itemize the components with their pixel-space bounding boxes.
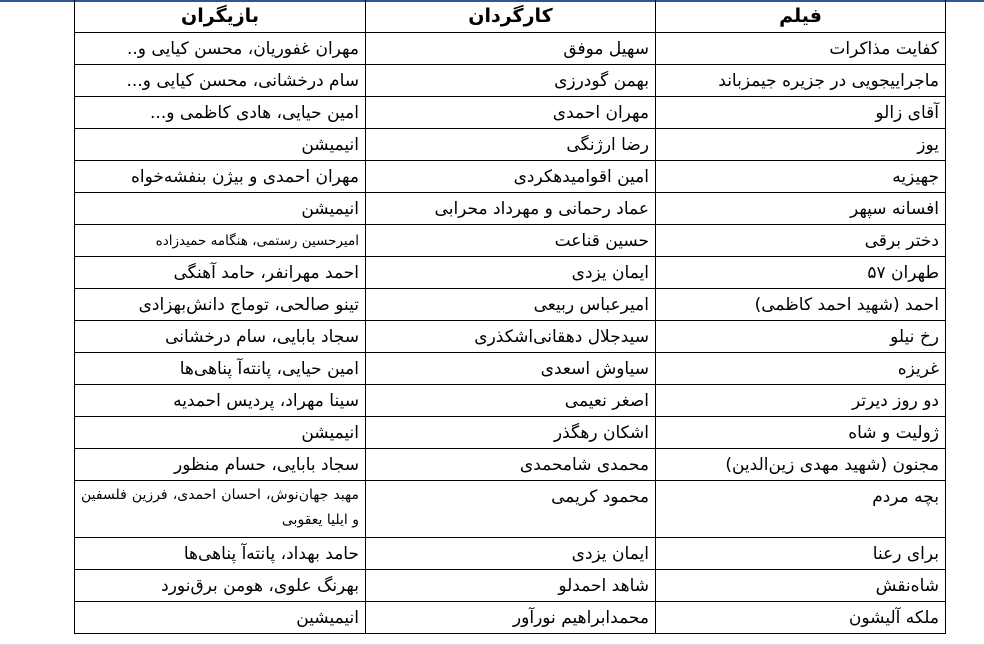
director-cell: ایمان یزدی [366, 538, 656, 570]
director-cell: سیاوش اسعدی [366, 353, 656, 385]
films-table [74, 0, 946, 634]
table-row [75, 353, 946, 385]
film-cell: ژولیت و شاه [656, 417, 946, 449]
table-row [75, 65, 946, 97]
table-row [75, 602, 946, 634]
cast-cell: امین حیایی، پانته‌آ پناهی‌ها [75, 353, 366, 385]
cast-cell: امین حیایی، هادی کاظمی و... [75, 97, 366, 129]
table-row [75, 538, 946, 570]
film-cell: غریزه [656, 353, 946, 385]
cast-cell: انیمیشن [75, 129, 366, 161]
table-row [75, 449, 946, 481]
table-row [75, 289, 946, 321]
film-cell: احمد (شهید احمد کاظمی) [656, 289, 946, 321]
director-cell: مهران احمدی [366, 97, 656, 129]
film-cell: یوز [656, 129, 946, 161]
header-director: کارگردان [366, 0, 656, 33]
cast-cell: بهرنگ علوی، هومن برق‌نورد [75, 570, 366, 602]
director-cell: رضا ارژنگی [366, 129, 656, 161]
header-cast: بازیگران [75, 0, 366, 33]
table-row [75, 225, 946, 257]
director-cell: امیرعباس ربیعی [366, 289, 656, 321]
header-film: فیلم [656, 0, 946, 33]
cast-cell: حامد بهداد، پانته‌آ پناهی‌ها [75, 538, 366, 570]
film-cell: شاه‌نقش [656, 570, 946, 602]
cast-cell: مهبد جهان‌نوش، احسان احمدی، فرزین فلسفین و ایلیا یعقوبی [75, 481, 366, 538]
table-row [75, 321, 946, 353]
director-cell: اشکان رهگذر [366, 417, 656, 449]
director-cell: حسین قناعت [366, 225, 656, 257]
director-cell: عماد رحمانی و مهرداد محرابی [366, 193, 656, 225]
cast-cell: احمد مهرانفر، حامد آهنگی [75, 257, 366, 289]
table-row [75, 97, 946, 129]
director-cell: محمود کریمی [366, 481, 656, 538]
director-cell: سهیل موفق [366, 33, 656, 65]
director-cell: ایمان یزدی [366, 257, 656, 289]
cast-cell: سینا مهراد، پردیس احمدیه [75, 385, 366, 417]
film-cell: افسانه سپهر [656, 193, 946, 225]
film-cell: مجنون (شهید مهدی زین‌الدین) [656, 449, 946, 481]
director-cell: امین اقوامیدهکردی [366, 161, 656, 193]
film-cell: آقای زالو [656, 97, 946, 129]
director-cell: شاهد احمدلو [366, 570, 656, 602]
film-cell: کفایت مذاکرات [656, 33, 946, 65]
cast-cell: مهران احمدی و بیژن بنفشه‌خواه [75, 161, 366, 193]
film-cell: جهیزیه [656, 161, 946, 193]
table-row [75, 385, 946, 417]
table-header-row [75, 0, 946, 33]
cast-cell: سجاد بابایی، حسام منظور [75, 449, 366, 481]
film-cell: دختر برقی [656, 225, 946, 257]
table-row [75, 481, 946, 538]
film-cell: بچه مردم [656, 481, 946, 538]
director-cell: سیدجلال دهقانی‌اشکذری [366, 321, 656, 353]
table-row [75, 193, 946, 225]
cast-cell: انیمیشن [75, 193, 366, 225]
director-cell: بهمن گودرزی [366, 65, 656, 97]
table-row [75, 33, 946, 65]
film-cell: طهران ۵۷ [656, 257, 946, 289]
cast-cell: سام درخشانی، محسن کیایی و... [75, 65, 366, 97]
cast-cell: سجاد بابایی، سام درخشانی [75, 321, 366, 353]
table-row [75, 417, 946, 449]
director-cell: محمدی شامحمدی [366, 449, 656, 481]
film-cell: دو روز دیرتر [656, 385, 946, 417]
cast-cell: تینو صالحی، توماج دانش‌بهزادی [75, 289, 366, 321]
film-cell: ملکه آلیشون [656, 602, 946, 634]
table-row [75, 257, 946, 289]
table-row [75, 129, 946, 161]
table-row [75, 161, 946, 193]
cast-cell: انیمیشین [75, 602, 366, 634]
film-cell: برای رعنا [656, 538, 946, 570]
director-cell: محمدابراهیم نورآور [366, 602, 656, 634]
director-cell: اصغر نعیمی [366, 385, 656, 417]
film-cell: ماجراییجویی در جزیره جیمزباند [656, 65, 946, 97]
cast-cell: مهران غفوریان، محسن کیایی و.. [75, 33, 366, 65]
cast-cell: امیرحسین رستمی، هنگامه حمیدزاده [75, 225, 366, 257]
cast-cell: انیمیشن [75, 417, 366, 449]
film-cell: رخ نیلو [656, 321, 946, 353]
table-row [75, 570, 946, 602]
